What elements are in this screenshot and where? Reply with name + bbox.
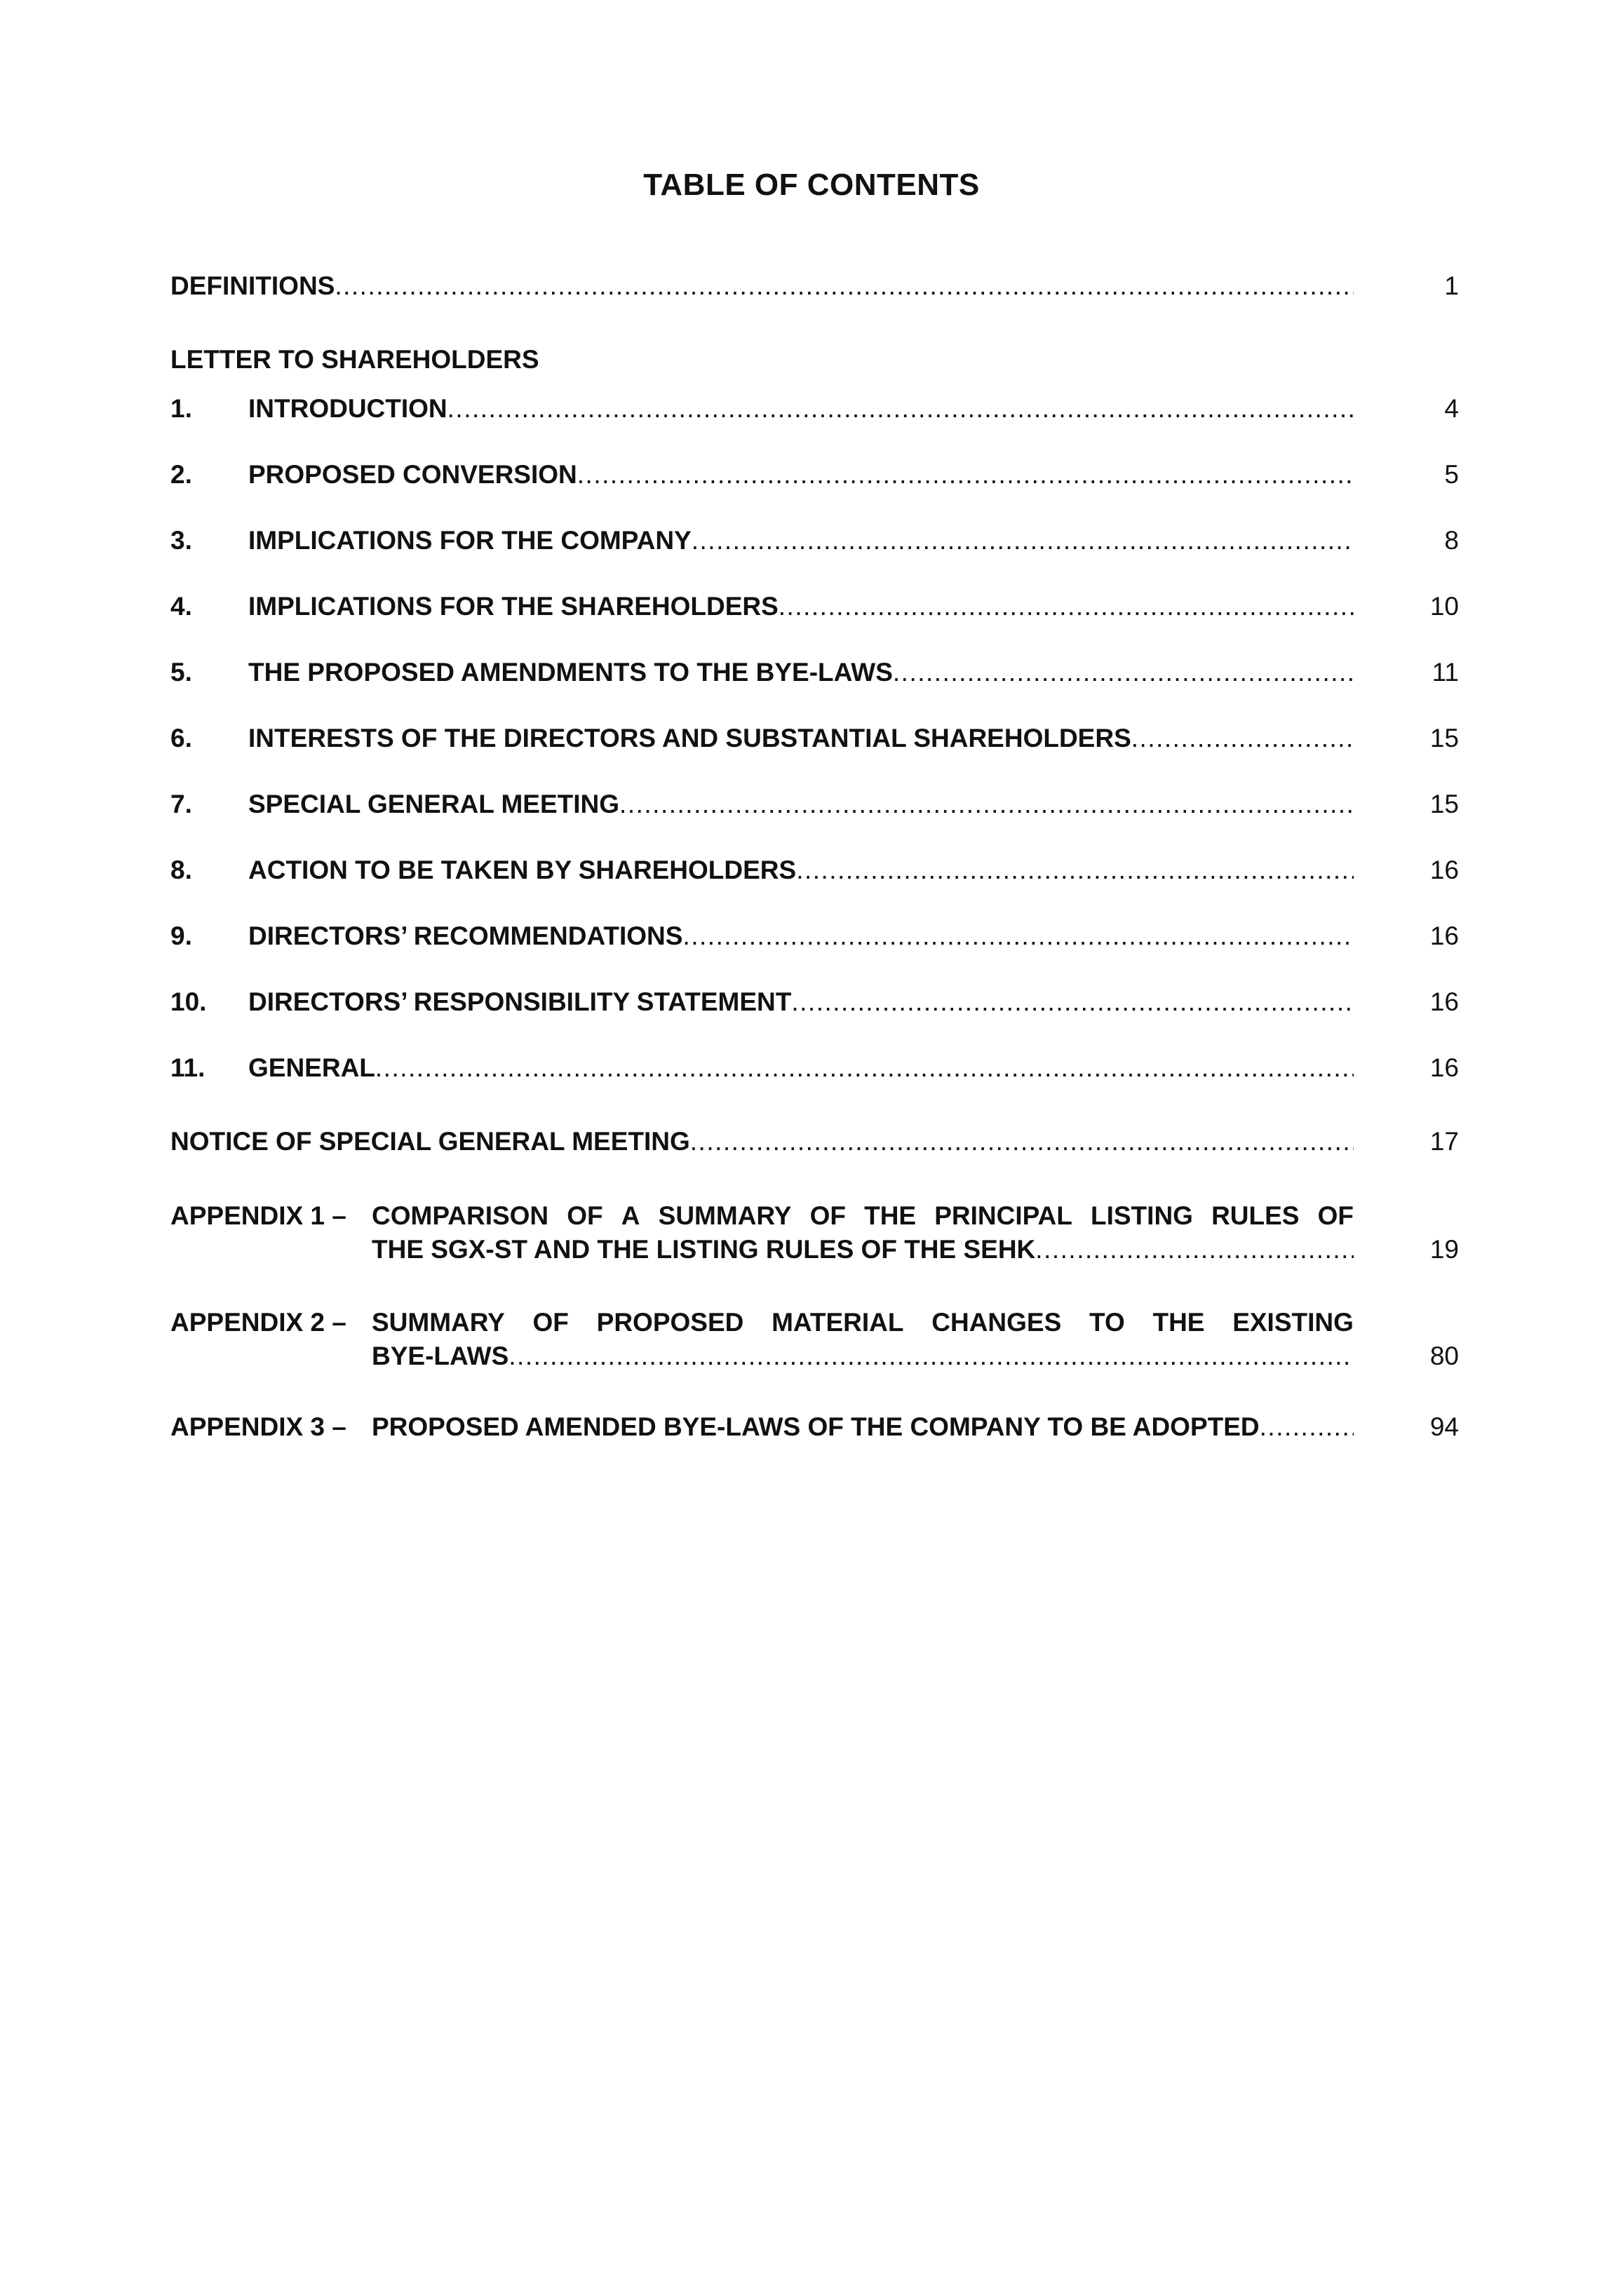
- toc-page-number: 10: [1429, 592, 1459, 621]
- toc-entry-action-shareholders[interactable]: [170, 853, 1459, 888]
- toc-page-number: 16: [1429, 856, 1459, 884]
- toc-entry-label: THE PROPOSED AMENDMENTS TO THE BYE-LAWS: [248, 655, 893, 690]
- appendix-title-line-1: COMPARISON OF A SUMMARY OF THE PRINCIPAL LISTING RULES OF: [372, 1201, 1354, 1230]
- dot-leader: [619, 787, 1354, 822]
- toc-entry-label: GENERAL: [248, 1051, 375, 1086]
- dot-leader: [375, 1051, 1354, 1086]
- dot-leader: [447, 391, 1354, 426]
- toc-page-number: 16: [1429, 921, 1459, 950]
- toc-page-number: 1: [1444, 271, 1459, 300]
- dot-leader: [692, 523, 1354, 558]
- appendix-number: APPENDIX 3 –: [170, 1412, 346, 1441]
- dot-leader: [335, 269, 1354, 304]
- toc-page-number: 11: [1432, 658, 1459, 687]
- toc-entry-appendix-3[interactable]: [170, 1410, 1459, 1445]
- appendix-number: APPENDIX 2 –: [170, 1308, 346, 1337]
- toc-entry-number: 1.: [170, 394, 192, 423]
- section-heading-letter: LETTER TO SHAREHOLDERS: [170, 345, 539, 374]
- toc-entry-label: PROPOSED CONVERSION: [248, 457, 577, 492]
- toc-entry-appendix-1[interactable]: [170, 1199, 1459, 1267]
- toc-page-number: 17: [1429, 1127, 1459, 1156]
- toc-entry-number: 6.: [170, 724, 192, 752]
- toc-entry-number: 7.: [170, 790, 192, 818]
- toc-entry-label: DIRECTORS’ RECOMMENDATIONS: [248, 919, 682, 954]
- toc-page-number: 15: [1429, 724, 1459, 752]
- toc-entry-number: 5.: [170, 658, 192, 687]
- dot-leader: [1131, 721, 1354, 756]
- toc-entry-number: 2.: [170, 460, 192, 489]
- toc-entry-label: ACTION TO BE TAKEN BY SHAREHOLDERS: [248, 853, 796, 888]
- toc-page-number: 8: [1444, 526, 1459, 555]
- toc-page-number: 16: [1429, 987, 1459, 1016]
- toc-page-number: 19: [1429, 1235, 1459, 1264]
- toc-entry-number: 4.: [170, 592, 192, 621]
- toc-entry-number: 8.: [170, 856, 192, 884]
- toc-page-number: 5: [1444, 460, 1459, 489]
- toc-page-number: 4: [1444, 394, 1459, 423]
- dot-leader: [509, 1339, 1354, 1373]
- dot-leader: [690, 1124, 1354, 1159]
- page-title: TABLE OF CONTENTS: [643, 168, 980, 202]
- toc-page-number: 80: [1429, 1342, 1459, 1370]
- dot-leader: [796, 853, 1354, 888]
- appendix-title-line-1: SUMMARY OF PROPOSED MATERIAL CHANGES TO THE EXISTING: [372, 1308, 1354, 1337]
- toc-entry-interests-directors[interactable]: [170, 721, 1459, 756]
- toc-entry-number: 10.: [170, 987, 207, 1016]
- toc-entry-label: NOTICE OF SPECIAL GENERAL MEETING: [170, 1124, 690, 1159]
- toc-entry-implications-company[interactable]: [170, 523, 1459, 558]
- toc-page-number: 94: [1429, 1412, 1459, 1441]
- toc-entry-directors-recommendations[interactable]: [170, 919, 1459, 954]
- toc-entry-label: IMPLICATIONS FOR THE COMPANY: [248, 523, 692, 558]
- dot-leader: [791, 985, 1354, 1020]
- appendix-title-line-2: BYE-LAWS: [372, 1342, 509, 1370]
- toc-entry-number: 9.: [170, 921, 192, 950]
- appendix-number: APPENDIX 1 –: [170, 1201, 346, 1230]
- toc-entry-label: DIRECTORS’ RESPONSIBILITY STATEMENT: [248, 985, 791, 1020]
- toc-entry-notice[interactable]: [170, 1124, 1459, 1159]
- toc-page-number: 16: [1429, 1053, 1459, 1082]
- toc-entry-number: 3.: [170, 526, 192, 555]
- toc-entry-label: INTRODUCTION: [248, 391, 447, 426]
- toc-entry-label: PROPOSED AMENDED BYE-LAWS OF THE COMPANY TO BE ADOPTED: [372, 1410, 1260, 1445]
- toc-entry-proposed-amendments[interactable]: [170, 655, 1459, 690]
- toc-entry-proposed-conversion[interactable]: [170, 457, 1459, 492]
- toc-entry-introduction[interactable]: [170, 391, 1459, 426]
- toc-entry-label: INTERESTS OF THE DIRECTORS AND SUBSTANTIAL SHAREHOLDERS: [248, 721, 1131, 756]
- toc-entry-number: 11.: [170, 1053, 206, 1082]
- toc-entry-label: DEFINITIONS: [170, 269, 335, 304]
- toc-page-number: 15: [1429, 790, 1459, 818]
- toc-entry-label: SPECIAL GENERAL MEETING: [248, 787, 619, 822]
- toc-entry-special-general-meeting[interactable]: [170, 787, 1459, 822]
- toc-entry-appendix-2[interactable]: [170, 1306, 1459, 1373]
- toc-entry-definitions[interactable]: [170, 269, 1459, 304]
- dot-leader: [1260, 1410, 1354, 1445]
- dot-leader: [682, 919, 1354, 954]
- dot-leader: [577, 457, 1354, 492]
- dot-leader: [779, 589, 1354, 624]
- toc-entry-label: IMPLICATIONS FOR THE SHAREHOLDERS: [248, 589, 779, 624]
- toc-entry-implications-shareholders[interactable]: [170, 589, 1459, 624]
- toc-entry-general[interactable]: [170, 1051, 1459, 1086]
- dot-leader: [1035, 1233, 1354, 1267]
- dot-leader: [893, 655, 1354, 690]
- appendix-title-line-2: THE SGX-ST AND THE LISTING RULES OF THE SEHK: [372, 1235, 1036, 1264]
- toc-entry-responsibility-statement[interactable]: [170, 985, 1459, 1020]
